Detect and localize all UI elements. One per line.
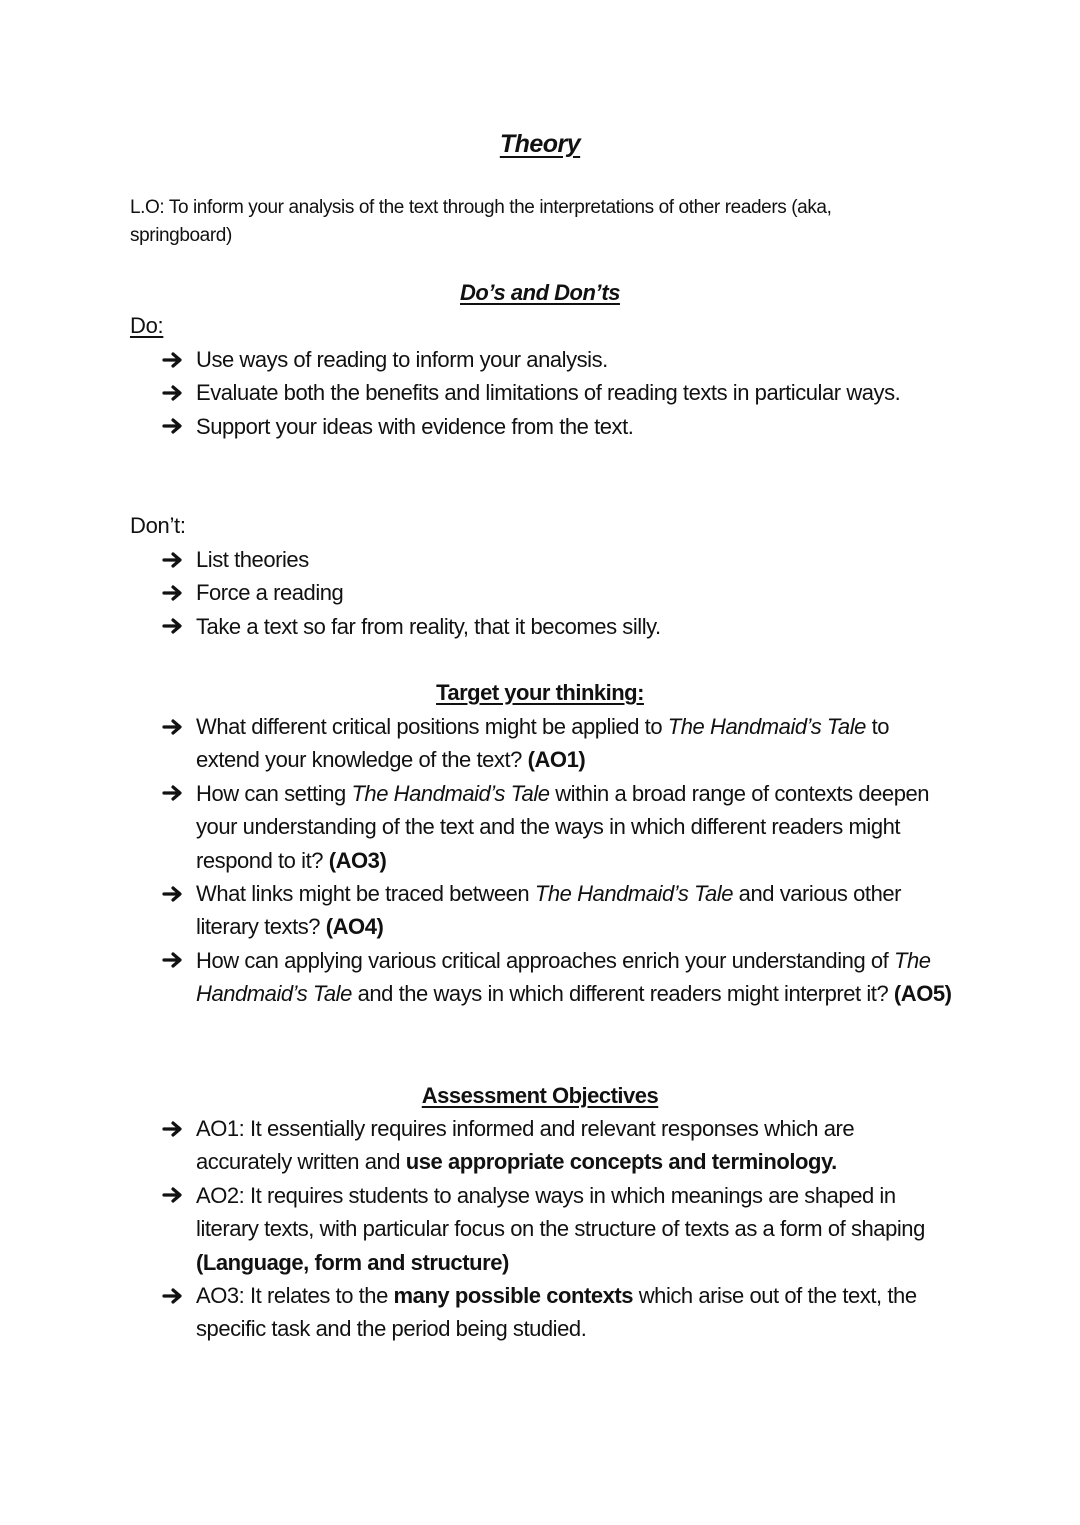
right-arrow-icon <box>162 343 186 376</box>
list-item-text: What different critical positions might be applied to The Handmaid’s Tale to extend your knowledge of the text? (AO1) <box>196 714 890 773</box>
assessment-objectives-list <box>162 1112 952 1346</box>
target-thinking-list <box>162 710 952 1011</box>
list-item <box>162 1112 952 1179</box>
right-arrow-icon <box>162 944 186 977</box>
right-arrow-icon <box>162 410 186 443</box>
right-arrow-icon <box>162 543 186 576</box>
right-arrow-icon <box>162 376 186 409</box>
dos-and-donts-heading: Do’s and Don’ts <box>460 280 620 305</box>
list-item <box>162 343 952 376</box>
list-item-text: What links might be traced between The Handmaid’s Tale and various other literary texts? (AO4) <box>196 881 902 940</box>
dont-label: Don’t: <box>130 513 186 538</box>
right-arrow-icon <box>162 1179 186 1212</box>
right-arrow-icon <box>162 877 186 910</box>
list-item <box>162 543 952 576</box>
page-title: Theory <box>499 130 581 158</box>
list-item-text: List theories <box>196 547 309 572</box>
list-item-text: Take a text so far from reality, that it becomes silly. <box>196 613 661 639</box>
list-item-text: AO2: It requires students to analyse ways in which meanings are shaped in literary texts, with particular focus on the structure of texts as a form of shaping (Language, form and structure) <box>196 1182 925 1275</box>
list-item-text: Evaluate both the benefits and limitations of reading texts in particular ways. <box>196 380 901 406</box>
list-item-text: How can applying various critical approaches enrich your understanding of The Handmaid’s Tale and the ways in which different readers might interpret it? (AO5) <box>196 947 952 1007</box>
list-item-text: How can setting The Handmaid’s Tale within a broad range of contexts deepen your understanding of the text and the ways in which different readers might respond to it? (AO3) <box>196 780 930 873</box>
right-arrow-icon <box>162 1279 186 1312</box>
list-item-text: Use ways of reading to inform your analysis. <box>196 347 608 372</box>
right-arrow-icon <box>162 777 186 810</box>
list-item <box>162 1279 952 1346</box>
target-thinking-heading: Target your thinking: <box>436 680 644 705</box>
learning-objective: L.O: To inform your analysis of the text through the interpretations of other readers (aka, springboard) <box>130 197 832 246</box>
assessment-objectives-heading: Assessment Objectives <box>421 1083 659 1108</box>
dont-list <box>162 543 952 643</box>
list-item <box>162 410 952 443</box>
list-item <box>162 1179 952 1279</box>
list-item <box>162 877 952 944</box>
right-arrow-icon <box>162 576 186 609</box>
right-arrow-icon <box>162 610 186 643</box>
list-item <box>162 777 952 877</box>
do-list <box>162 343 952 443</box>
right-arrow-icon <box>162 710 186 743</box>
list-item-text: AO1: It essentially requires informed and relevant responses which are accurately written and use appropriate concepts and terminology. <box>196 1116 855 1175</box>
list-item-text: AO3: It relates to the many possible contexts which arise out of the text, the specific task and the period being studied. <box>196 1283 917 1342</box>
list-item <box>162 944 952 1011</box>
list-item <box>162 576 952 609</box>
do-label: Do: <box>130 313 164 338</box>
list-item-text: Support your ideas with evidence from the text. <box>196 413 634 439</box>
list-item <box>162 376 952 409</box>
list-item-text: Force a reading <box>196 580 344 606</box>
list-item <box>162 710 952 777</box>
right-arrow-icon <box>162 1112 186 1145</box>
list-item <box>162 610 952 643</box>
